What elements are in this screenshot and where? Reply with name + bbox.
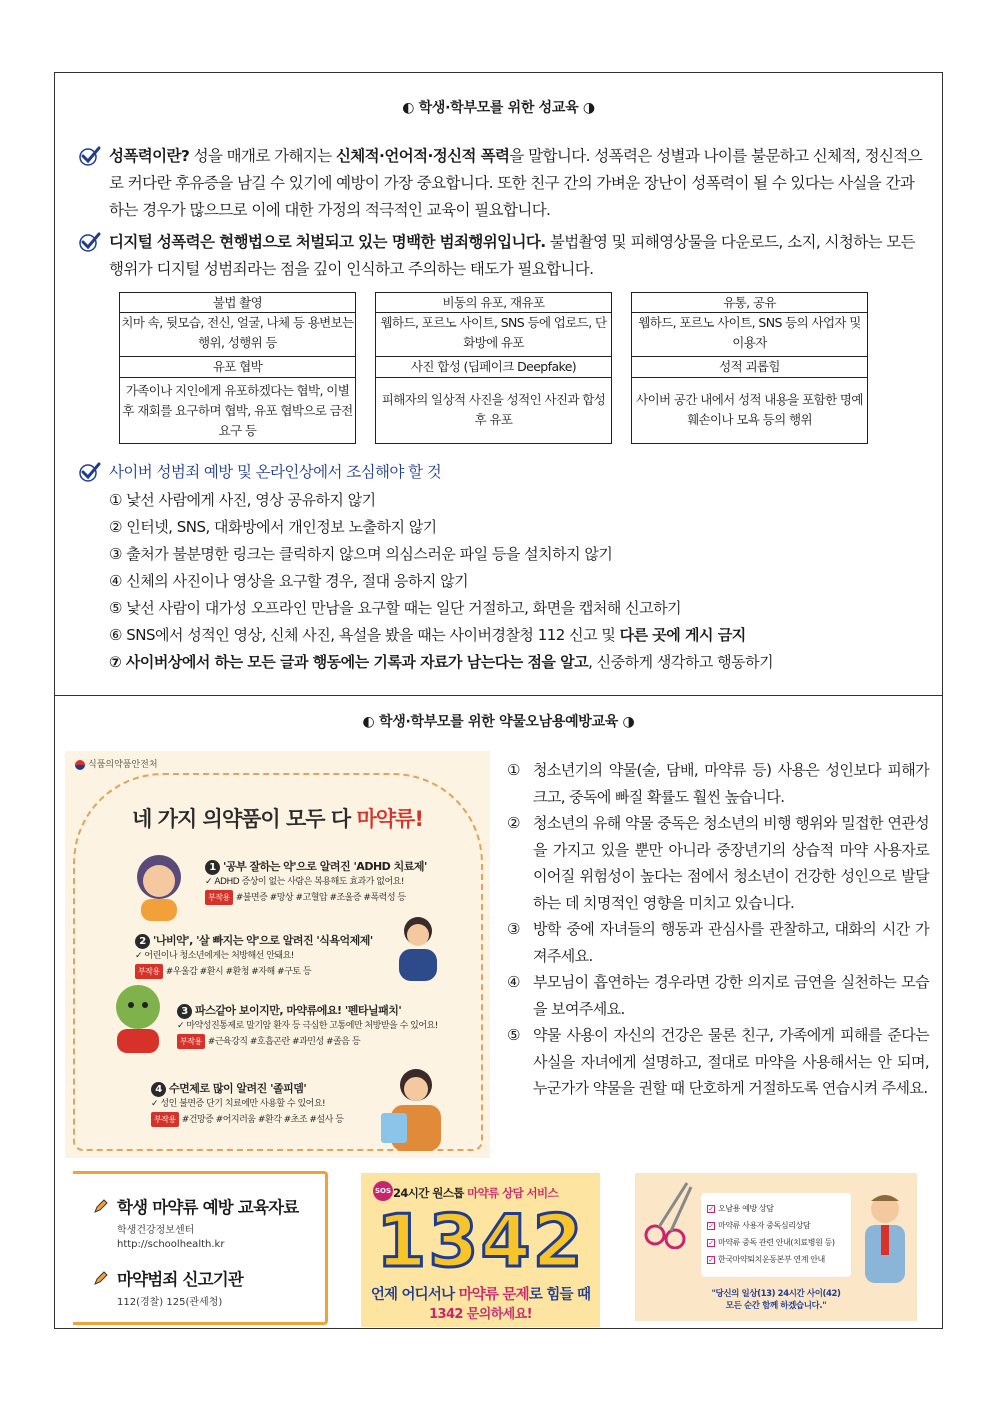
- body-text: 불법촬영 및 피해영상물을 다운로드, 소지, 시청하는 모든 행위가 디지털 성범죄라는 점을 깊이 인식하고 주의하는 태도가 필요합니다.: [109, 233, 916, 278]
- list-number: ③: [507, 920, 520, 938]
- schoolhealth-link[interactable]: http://schoolhealth.kr: [117, 1239, 225, 1250]
- lead-text: 성폭력이란?: [109, 147, 190, 165]
- check-text: 마약류 중독 관련 안내(치료병원 등): [718, 1238, 835, 1247]
- table-col-1: [119, 292, 356, 444]
- list-text: 방학 중에 자녀들의 행동과 관심사를 관찰하고, 대화의 시간 가져주세요.: [533, 920, 929, 965]
- hotline-l1-a: 언제 어디서나: [370, 1287, 459, 1303]
- table-head: 불법 촬영: [119, 292, 356, 313]
- poster-item-desc: ✓ ADHD 증상이 없는 사람은 복용해도 효과가 없어요!: [205, 877, 404, 887]
- banner-sub: 112(경찰) 125(관세청): [117, 1297, 223, 1308]
- body-text: 을 말합니다. 성폭력은 성별과 나이를 불문하고 신체적, 정신적으로 커다란 후유증을 남길 수 있기에 예방이 가장 중요합니다. 또한 친구 간의 가벼운 장난이 성폭력이 될 수 있다는 사실을 간과하는 경우가 많으므로 이에 대한 가정의 적극적인 교육이 필요합니다.: [109, 147, 923, 219]
- table-body: 피해자의 일상적 사진을 성적인 사진과 합성 후 유포: [375, 378, 612, 444]
- list-text: 부모님이 흡연하는 경우라면 강한 의지로 금연을 실천하는 모습을 보여주세요.: [533, 973, 929, 1018]
- student-illustration-icon: [127, 851, 191, 921]
- list-item-text: ⑥ SNS에서 성적인 영상, 신체 사진, 욕설을 봤을 때는 사이버경찰청 112 신고 및: [109, 626, 620, 644]
- mfds-logo-icon: [75, 760, 85, 770]
- service-checklist: [701, 1193, 851, 1277]
- table-head: 사진 합성 (딥페이크 Deepfake): [375, 357, 612, 378]
- list-text: 청소년의 유해 약물 중독은 청소년의 비행 행위와 밀접한 연관성을 가지고 있을 뿐만 아니라 중장년기의 상습적 마약 사용자로 이어질 위험성이 높다는 점에서 청소년이 건강한 성인으로 발달하는 데 치명적인 영향을 미치고 있습니다.: [533, 814, 929, 912]
- checkbox-icon: ✓: [708, 1255, 714, 1264]
- poster-item-3: [177, 1003, 477, 1050]
- hotline-line1: [361, 1283, 600, 1304]
- hotline-number: 1342: [376, 1199, 585, 1283]
- paragraph-digital-violence: [79, 229, 927, 283]
- table-head: 유통, 공유: [631, 292, 868, 313]
- drug-prevention-list: [507, 757, 929, 1102]
- list-item: ④ 신체의 사진이나 영상을 요구할 경우, 절대 응하지 않기: [109, 572, 469, 590]
- poster-org: [75, 757, 158, 770]
- checkbox-icon: ✓: [708, 1238, 714, 1247]
- list-item: ① 낯선 사람에게 사진, 영상 공유하지 않기: [109, 491, 376, 509]
- poster-item-side: #불면증 #망상 #고혈압 #조울증 #폭력성 등: [235, 893, 406, 903]
- paragraph-sexual-violence: [79, 143, 927, 224]
- checkmark-icon: [79, 462, 101, 482]
- list-number: ④: [507, 973, 520, 991]
- list-item: ② 인터넷, SNS, 대화방에서 개인정보 노출하지 않기: [109, 518, 437, 536]
- poster-item-4: [151, 1081, 371, 1128]
- list-item: [507, 810, 929, 916]
- table-head: 비동의 유포, 재유포: [375, 292, 612, 313]
- banner-heading: 마약범죄 신고기관: [117, 1270, 244, 1289]
- hotline-line2: 1342 문의하세요!: [429, 1307, 532, 1322]
- bold-text: 신체적·언어적·정신적 폭력: [335, 147, 510, 165]
- poster-item-2: [135, 933, 385, 980]
- hotline-l1-c: 로 힘들 때: [528, 1287, 591, 1303]
- table-body: 사이버 공간 내에서 성적 내용을 포함한 명예훼손이나 모욕 등의 행위: [631, 378, 868, 444]
- side-effect-tag: 부작용: [135, 964, 163, 979]
- list-text: 약물 사용이 자신의 건강은 물론 친구, 가족에게 피해를 준다는 사실을 자녀에게 설명하고, 절대로 마약을 사용해서는 안 되며, 누군가가 약물을 권할 때 단호하게 거절하도록 연습시켜 주세요.: [533, 1026, 929, 1097]
- drug-poster: [65, 751, 490, 1158]
- body-text: 성을 매개로 가해지는: [189, 147, 336, 165]
- side-effect-tag: 부작용: [177, 1034, 205, 1049]
- checkmark-icon: [79, 232, 101, 252]
- check-item: [707, 1220, 810, 1231]
- poster-item-title: '나비약', '살 빠지는 약'으로 알려진 '식욕억제제': [153, 934, 373, 947]
- hotline-banner: [361, 1173, 600, 1327]
- section2-title: ◐ 학생·학부모를 위한 약물오남용예방교육 ◑: [362, 714, 635, 730]
- banner-quote: [665, 1288, 887, 1312]
- poster-title-c: 마약류!: [356, 807, 423, 831]
- list-item: [507, 1022, 929, 1102]
- poster-item-desc: ✓ 어린이나 청소년에게는 처방해선 안돼요!: [135, 951, 294, 961]
- section-divider: [55, 695, 942, 696]
- poster-item-title: 파스같아 보이지만, 마약류에요! '펜타닐패치': [195, 1004, 402, 1017]
- list-number: ②: [507, 814, 520, 832]
- education-banner: [73, 1171, 328, 1325]
- counselor-illustration-icon: [855, 1187, 915, 1283]
- table-col-3: [631, 292, 868, 444]
- table-body: 웹하드, 포르노 사이트, SNS 등의 사업자 및 이용자: [631, 313, 868, 357]
- hotline-top-a: 24시간 원스톱: [393, 1186, 468, 1200]
- check-text: 한국마약퇴치운동본부 연계 안내: [718, 1255, 825, 1264]
- scissors-icon: [641, 1179, 701, 1249]
- list-number: ⑤: [507, 1026, 520, 1044]
- list-item: [109, 622, 909, 649]
- quote-line: 모든 순간 함께 하겠습니다.": [725, 1301, 827, 1311]
- poster-item-side: #건망증 #어지러움 #환각 #초조 #설사 등: [181, 1115, 344, 1125]
- cyber-crime-heading: [79, 459, 927, 486]
- check-item: [707, 1203, 774, 1214]
- table-body: 가족이나 지인에게 유포하겠다는 협박, 이별 후 재회를 요구하며 협박, 유포 협박으로 금전 요구 등: [119, 378, 356, 444]
- poster-item-title: 수면제로 많이 알려진 '졸피뎀': [169, 1082, 307, 1095]
- list-item: [507, 916, 929, 969]
- side-effect-tag: 부작용: [151, 1112, 179, 1127]
- pencil-icon: [93, 1198, 109, 1214]
- check-item: [707, 1254, 825, 1265]
- poster-title: [65, 803, 490, 833]
- sos-badge-icon: SOS: [373, 1181, 393, 1201]
- list-number: ①: [507, 761, 520, 779]
- list-item-text: , 신중하게 생각하고 행동하기: [588, 653, 774, 671]
- table-body: 웹하드, 포르노 사이트, SNS 등에 업로드, 단화방에 유포: [375, 313, 612, 357]
- list-item: ⑤ 낯선 사람이 대가성 오프라인 만남을 요구할 때는 일단 거절하고, 화면을 캡처해 신고하기: [109, 599, 682, 617]
- banner-sub: 학생건강정보센터: [117, 1225, 195, 1236]
- poster-item-side: #근육강직 #호흡곤란 #과민성 #졸음 등: [207, 1037, 361, 1047]
- section1-title: ◐ 학생·학부모를 위한 성교육 ◑: [402, 100, 595, 116]
- pencil-icon: [93, 1270, 109, 1286]
- poster-item-desc: ✓ 성인 불면증 단기 치료에만 사용할 수 있어요!: [151, 1099, 326, 1109]
- document-frame: [54, 72, 943, 1329]
- list-item: [507, 969, 929, 1022]
- check-text: 오남용 예방 상담: [718, 1204, 774, 1213]
- quote-line: "당신의 일상(13) 24시간 사이(42): [711, 1289, 841, 1299]
- list-text: 청소년기의 약물(술, 담배, 마약류 등) 사용은 성인보다 피해가 크고, 중독에 빠질 확률도 훨씬 높습니다.: [533, 761, 929, 806]
- hotline-l1-b: 마약류 문제: [458, 1287, 529, 1303]
- table-col-2: [375, 292, 612, 444]
- list-item: ③ 출처가 불분명한 링크는 클릭하지 않으며 의심스러운 파일 등을 설치하지 않기: [109, 545, 613, 563]
- list-item-bold: ⑦ 사이버상에서 하는 모든 글과 행동에는 기록과 자료가 남는다는 점을 알고: [109, 653, 589, 671]
- poster-item-title: '공부 잘하는 약'으로 알려진 'ADHD 치료제': [223, 860, 427, 873]
- hotline-top-b: 마약류 상담 서비스: [467, 1186, 559, 1200]
- poster-num: 3: [177, 1004, 192, 1019]
- table-body: 치마 속, 뒷모습, 전신, 얼굴, 나체 등 용변보는 행위, 성행위 등: [119, 313, 356, 357]
- poster-num: 1: [205, 860, 220, 875]
- checkbox-icon: ✓: [708, 1221, 714, 1230]
- checkmark-icon: [79, 146, 101, 166]
- poster-item-1: [205, 859, 475, 906]
- side-effect-tag: 부작용: [205, 890, 233, 905]
- poster-item-side: #우울감 #환시 #환청 #자해 #구토 등: [165, 967, 312, 977]
- list-item: [507, 757, 929, 810]
- poster-item-desc: ✓ 마약성진통제로 말기암 환자 등 극심한 고통에만 처방받을 수 있어요!: [177, 1021, 438, 1031]
- list-item: [109, 649, 909, 676]
- table-head: 유포 협박: [119, 357, 356, 378]
- table-head: 성적 괴롭힘: [631, 357, 868, 378]
- banner-heading: 학생 마약류 예방 교육자료: [117, 1198, 299, 1217]
- heading-text: 사이버 성범죄 예방 및 온라인상에서 조심해야 할 것: [109, 463, 442, 481]
- check-item: [707, 1237, 835, 1248]
- bold-text: 디지털 성폭력은 현행법으로 처벌되고 있는 명백한 범죄행위입니다.: [109, 233, 546, 251]
- checkbox-icon: ✓: [708, 1204, 714, 1213]
- poster-title-a: 네 가지: [132, 807, 203, 831]
- poster-num: 2: [135, 934, 150, 949]
- man-phone-illustration-icon: [361, 1061, 471, 1151]
- patient-illustration-icon: [103, 979, 173, 1053]
- poster-num: 4: [151, 1082, 166, 1097]
- check-text: 마약류 사용자 중독심리상담: [718, 1221, 811, 1230]
- list-item-bold: 다른 곳에 게시 금지: [619, 626, 746, 644]
- counseling-banner: [635, 1173, 917, 1321]
- poster-org-text: 식품의약품안전처: [88, 760, 158, 770]
- prevention-list: [109, 487, 909, 676]
- poster-title-b: 의약품이 모두 다: [202, 807, 357, 831]
- woman-illustration-icon: [383, 911, 453, 981]
